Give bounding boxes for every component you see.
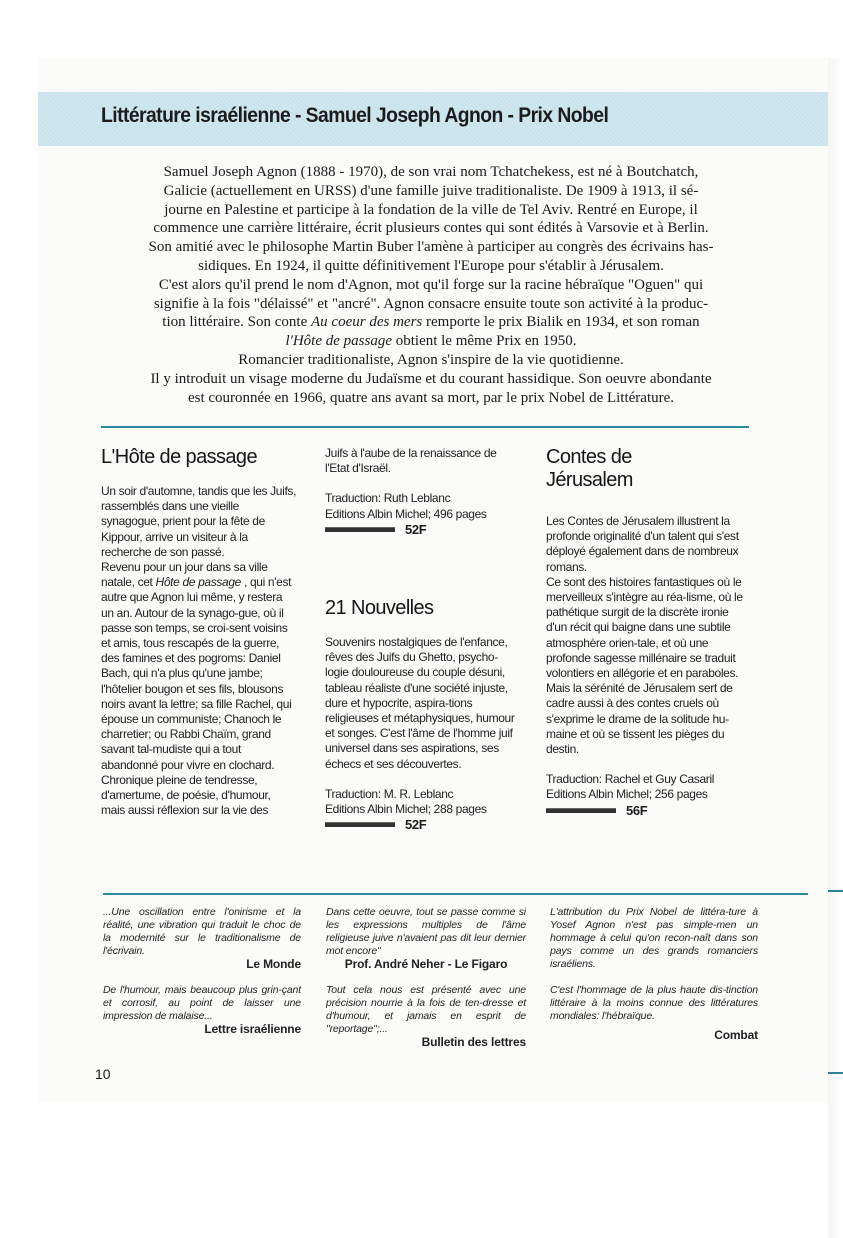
price-bar: [325, 527, 395, 532]
book-description: Un soir d'automne, tandis que les Juifs, rassemblés dans une vieille synagogue, prient pour la fête de Kippour, arrive un visiteur à la recherche de son passé.: [101, 484, 297, 559]
intro-line: signifie à la fois "délaissé" et "ancré". Agnon consacre ensuite toute son activité à la produc-: [153, 295, 709, 312]
review-quote: L'attribution du Prix Nobel de littéra-ture à Yosef Agnon n'est pas simple-men un hommage à celui qu'on recon-naît dans son pays comme un des grands romanciers israéliens.: [550, 906, 758, 970]
price-row: [325, 817, 521, 832]
intro-text: remporte le prix Bialik en 1934, et son roman: [422, 314, 700, 331]
price: 56F: [626, 802, 648, 818]
book-column-hote-de-passage: [101, 446, 297, 818]
intro-line: sidiques. En 1924, il quitte définitivement l'Europe pour s'établir à Jérusalem.: [198, 257, 664, 274]
price: 52F: [405, 817, 427, 833]
intro-line: C'est alors qu'il prend le nom d'Agnon, mot qu'il forge sur la racine hébraïque "Oguen" qui: [158, 276, 704, 293]
book-description: Les Contes de Jérusalem illustrent la profonde originalité d'un talent qui s'est déployé également dans de nombreux romans.: [546, 514, 739, 574]
desc-text: , qui n'est autre que Agnon lui même, y restera un an. Autour de la synago-gue, où il passe son temps, se croi-sent voisins et amis, tous rescapés de la guerre, des famines et des pogroms: Daniel Bach, qui n'a plus qu'une jambe; l'hôtelier bougon et ses fils, blousons noirs avant la lettre; sa fille Rachel, qui épouse un communiste; Chanoch le charretier; ou Rabbi Chaïm, grand savant tal-mudiste qui a tout abandonné pour vivre en clochard.: [101, 575, 292, 772]
book-column-continuation: [325, 446, 521, 537]
intro-line: Galicie (actuellement en URSS) d'une famille juive traditionaliste. De 1909 à 1913, il sé-: [163, 182, 699, 199]
review-column-3: [550, 906, 758, 1042]
next-page-edge: [828, 58, 843, 1238]
intro-line: Samuel Joseph Agnon (1888 - 1970), de son vrai nom Tchatchekess, est né à Boutchatch,: [163, 164, 699, 180]
book-description: [101, 560, 297, 773]
book-title-ref: Au coeur des mers: [311, 314, 423, 331]
book-column-21-nouvelles: [325, 597, 521, 832]
publisher: Editions Albin Michel; 288 pages: [325, 802, 487, 817]
price-bar: [325, 822, 395, 827]
intro-line: Son amitié avec le philosophe Martin Buber l'amène à participer au congrès des écrivains has-: [148, 239, 714, 256]
book-description: Chronique pleine de tendresse, d'amertume, de poésie, d'humour, mais aussi réflexion sur la vie des: [101, 772, 271, 818]
price-row: [546, 803, 746, 818]
review-quote: Dans cette oeuvre, tout se passe comme si les expressions multiples de l'âme religieuse juive n'avaient pas dit leur dernier mot encore": [326, 906, 526, 957]
review-source: Le Monde: [246, 957, 301, 971]
review-source: Bulletin des lettres: [421, 1035, 526, 1049]
intro-line: commence une carrière littéraire, écrit plusieurs contes qui sont édités à Varsovie et à Berlin.: [153, 220, 709, 237]
page-title: Littérature israélienne - Samuel Joseph Agnon - Prix Nobel: [101, 104, 609, 127]
review-source: Combat: [714, 1028, 758, 1042]
book-details: [325, 491, 521, 537]
review-column-2: [326, 906, 526, 1049]
translator: Traduction: M. R. Leblanc: [325, 786, 454, 801]
page-number: 10: [95, 1066, 111, 1082]
price-row: [325, 522, 521, 537]
review-quote: De l'humour, mais beaucoup plus grin-çant et corrosif, au point de laisser une impression de malaise...: [103, 984, 301, 1022]
book-title-ref: l'Hôte de passage: [285, 333, 392, 350]
book-column-contes-de-jerusalem: [546, 446, 746, 818]
review-quote: ...Une oscillation entre l'onirisme et la réalité, une vibration qui traduit le choc de la modernité sur le traditionalisme de l'écrivain.: [103, 906, 301, 957]
intro-text: tion littéraire. Son conte: [162, 314, 312, 331]
intro-biography: [96, 163, 766, 407]
intro-line: Il y introduit un visage moderne du Judaïsme et du courant hassidique. Son oeuvre abondante: [150, 370, 712, 387]
price-bar: [546, 808, 616, 813]
intro-line: [96, 332, 766, 351]
intro-line: [96, 313, 766, 332]
intro-text: obtient le même Prix en 1950.: [391, 333, 577, 350]
edge-rule-mark: [828, 1072, 843, 1074]
publisher: Editions Albin Michel; 256 pages: [546, 787, 708, 802]
intro-line: journe en Palestine et participe à la fondation de la ville de Tel Aviv. Rentré en Europe, il: [164, 201, 698, 218]
intro-line: est couronnée en 1966, quatre ans avant sa mort, par le prix Nobel de Littérature.: [187, 389, 675, 406]
book-title: L'Hôte de passage: [101, 446, 257, 468]
review-column-1: [103, 906, 301, 1036]
review-source: Prof. André Neher - Le Figaro: [344, 957, 508, 971]
intro-line: Romancier traditionaliste, Agnon s'inspire de la vie quotidienne.: [238, 351, 624, 368]
title-band: [38, 92, 828, 146]
price: 52F: [405, 521, 427, 537]
book-description-continued: Juifs à l'aube de la renaissance de l'Etat d'Israël.: [325, 446, 497, 476]
review-source: Lettre israélienne: [204, 1022, 301, 1036]
translator: Traduction: Rachel et Guy Casaril: [546, 772, 715, 787]
translator: Traduction: Ruth Leblanc: [325, 491, 451, 506]
book-description: Souvenirs nostalgiques de l'enfance, rêves des Juifs du Ghetto, psycho-logie douloureuse du couple désuni, tableau réaliste d'une société injuste, dure et hypocrite, aspira-tions religieuses et métaphysiques, humour et songes. C'est l'âme de l'homme juif universel dans ses aspirations, ses échecs et ses découvertes.: [325, 635, 515, 771]
review-quote: C'est l'hommage de la plus haute dis-tinction littéraire à la moins connue des littératures mondiales: l'hébraïque.: [550, 984, 758, 1022]
desc-text: Revenu pour un jour dans sa ville natale, cet: [101, 560, 268, 590]
edge-rule-mark: [828, 890, 843, 892]
review-quote: Tout cela nous est présenté avec une précision nourrie à la fois de ten-dresse et d'humour, et jamais en esprit de "reportage";...: [326, 984, 526, 1035]
book-details: [546, 772, 746, 818]
book-description: Ce sont des histoires fantastiques où le merveilleux s'intègre au réa-lisme, où le pathétique surgit de la discrète ironie d'un récit qui baigne dans une subtile atmosphère orien-tale, et où une profonde sagesse millénaire se traduit volontiers en allégorie et en paraboles. Mais la sérénité de Jérusalem sert de cadre aussi à des contes cruels où s'exprime le drame de la solitude hu-maine et où se tissent les pièges du destin.: [546, 574, 743, 757]
book-title: 21 Nouvelles: [325, 597, 434, 619]
section-divider: [101, 426, 749, 428]
book-details: [325, 787, 521, 833]
reviews-divider: [103, 893, 808, 895]
book-title-ref: Hôte de passage: [155, 575, 241, 590]
book-title: Contes de Jérusalem: [546, 446, 633, 491]
publisher: Editions Albin Michel; 496 pages: [325, 506, 487, 521]
